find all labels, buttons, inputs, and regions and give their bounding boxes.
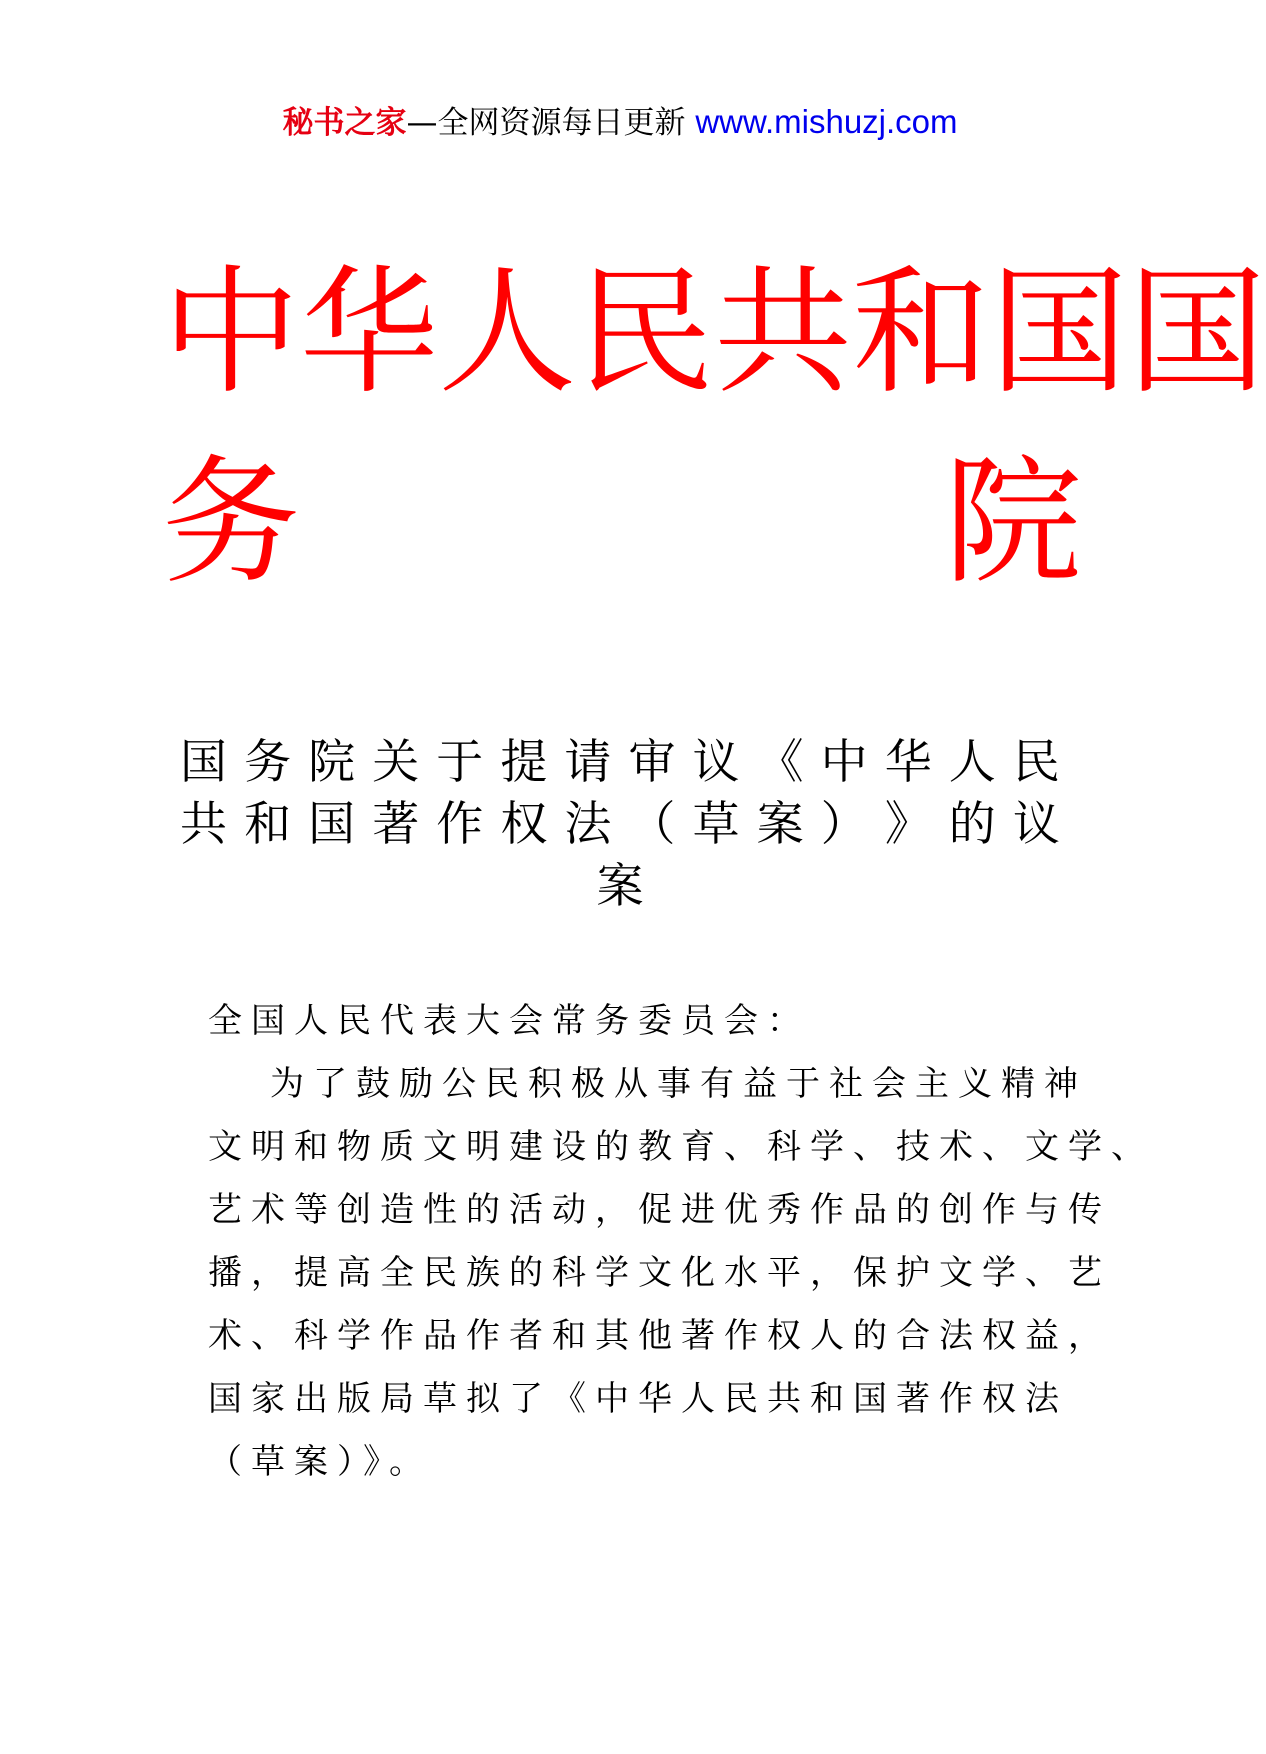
title-char: 和 (244, 797, 292, 852)
title-char: 民 (1012, 735, 1060, 790)
organ-char: 人 (438, 252, 577, 413)
title-char: 》 (884, 797, 932, 852)
body-line: 国家出版局草拟了《中华人民共和国著作权法 (208, 1379, 1068, 1419)
organ-char: 务 (162, 442, 301, 603)
organ-char: 院 (943, 442, 1082, 603)
document-body (208, 990, 1154, 1494)
banner-slogan: —全网资源每日更新 (406, 105, 686, 141)
body-line: 艺术等创造性的活动，促进优秀作品的创作与传 (208, 1190, 1111, 1230)
title-char: 于 (436, 735, 484, 790)
title-char: 提 (500, 735, 548, 790)
title-char: 院 (308, 735, 356, 790)
title-char: 请 (564, 735, 612, 790)
title-char: 案 (756, 797, 804, 852)
title-char: 国 (308, 797, 356, 852)
organ-char: 中 (162, 252, 301, 413)
body-line: （草案）》。 (208, 1442, 432, 1482)
title-char: 法 (564, 797, 612, 852)
title-char: 共 (180, 797, 227, 852)
organ-char: 华 (300, 252, 439, 413)
organ-char: 共 (714, 252, 853, 413)
title-char: 华 (884, 735, 932, 790)
title-char: 草 (692, 797, 740, 852)
brand-name: 秘书之家 (282, 105, 407, 141)
title-char: 国 (180, 735, 227, 790)
title-char: 务 (244, 735, 292, 790)
header-banner (0, 102, 1240, 143)
body-line: 播，提高全民族的科学文化水平，保护文学、艺 (208, 1253, 1111, 1293)
title-char: 《 (756, 735, 804, 790)
title-char: 的 (948, 797, 996, 852)
title-char: 议 (1012, 797, 1060, 852)
organ-char: 国 (990, 252, 1129, 413)
title-char: 关 (372, 735, 420, 790)
organ-char: 国 (1128, 252, 1266, 413)
title-char: 作 (436, 797, 484, 852)
title-char: ） (820, 797, 868, 852)
title-char: 议 (692, 735, 740, 790)
title-char: 权 (500, 797, 548, 852)
issuing-organ-line1 (162, 252, 1266, 413)
body-line: 术、科学作品作者和其他著作权人的合法权益， (208, 1316, 1111, 1356)
title-line-1 (180, 732, 1060, 794)
salutation: 全国人民代表大会常务委员会： (208, 1001, 810, 1041)
document-title (180, 732, 1060, 918)
body-line: 文明和物质文明建设的教育、科学、技术、文学、 (208, 1127, 1154, 1167)
title-char: 审 (628, 735, 676, 790)
title-line-2 (180, 794, 1060, 856)
title-line-3 (180, 856, 1060, 918)
title-char: 人 (948, 735, 996, 790)
title-char: 案 (596, 859, 644, 914)
body-line: 为了鼓励公民积极从事有益于社会主义精神 (270, 1064, 1087, 1104)
organ-char: 民 (576, 252, 715, 413)
organ-char: 和 (852, 252, 991, 413)
issuing-organ-line2 (162, 442, 1082, 603)
title-char: （ (628, 797, 676, 852)
title-char: 著 (372, 797, 420, 852)
title-char: 中 (820, 735, 868, 790)
website-link[interactable]: www.mishuzj.com (695, 103, 958, 140)
